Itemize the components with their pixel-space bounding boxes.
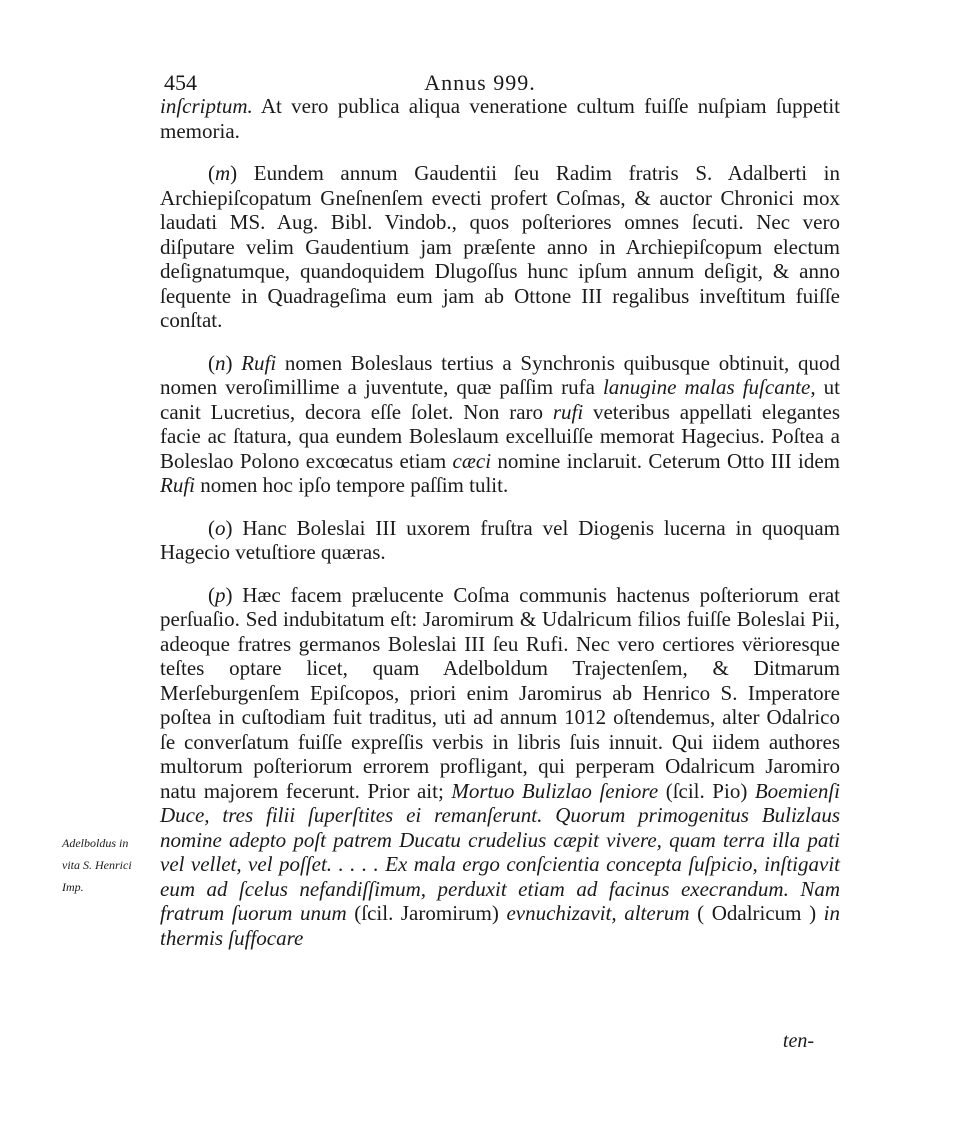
text-run: ) Hæc facem prælucente Coſma communis hactenus poſteriorum erat perſuaſio. Sed indubitatum eſt: Jaromirum & Udalricum filios fuiſſe Boleslai Pii, adeoque fratres germanos Boleslai III ſeu Rufi. Nec vero certiores vërioresque teſtes optare licet, quam Adelboldum Trajectenſem, & Ditmarum Merſeburgenſem Epiſcopos, priori enim Jaromirus ab Henrico S. Imperatore poſtea in cuſtodiam fuit traditus, uti ad annum 1012 oſtendemus, alter Odalrico ſe converſatum fuiſſe expreſſis verbis in libris ſuis innuit. Qui iidem authores multorum poſteriorum errorem profligant, qui perperam Odalricum Jaromiro natu majorem fecerunt. Prior ait;	[160, 582, 840, 803]
running-title: Annus 999.	[424, 70, 536, 95]
footnote-n	[160, 351, 840, 498]
text-run: (	[208, 350, 215, 375]
text-run: ut canit Lucretius, decora eſſe ſolet. Non raro	[160, 375, 841, 424]
text-run: (	[208, 515, 215, 540]
italic-run: m	[215, 161, 231, 185]
text-run: veteribus appellati elegantes facie ac ſtatura, qua eundem Boleslaum excelluiſſe memorat Hagecius. Poſtea a Boleslao Polono excœcatus etiam	[160, 399, 840, 473]
italic-run: Mortuo Bulizlao ſeniore	[451, 778, 659, 803]
italic-run: Rufi	[241, 350, 277, 375]
italic-run: Boemienſi Duce, tres filii ſuperſtites ei remanſerunt. Quorum primogenitus Bulizlaus nomine adepto poſt patrem Ducatu crudelius cæpit vivere, quam terra illa pati vel vellet, vel poſſet. . . . . Ex mala ergo conſcientia concepta ſuſpicio, inſtigavit eum ad ſcelus nefandiſſimum, perduxit etiam ad facinus execrandum. Nam fratrum ſuorum unum	[160, 778, 840, 925]
text-run: (	[208, 582, 215, 607]
italic-run: rufi	[552, 399, 584, 424]
text-run: ) Hanc Boleslai III uxorem fruſtra vel Diogenis lucerna in quoquam Hagecio vetuſtiore quæras.	[160, 515, 840, 564]
text-run: )	[225, 350, 242, 375]
footnote-p	[160, 583, 840, 951]
italic-run: evnuchizavit, alterum	[506, 901, 690, 925]
catchword: ten-	[782, 1030, 814, 1052]
footnote-o	[160, 516, 840, 565]
italic-run: in thermis ſuffocare	[160, 901, 840, 950]
text-run: (ſcil. Jaromirum)	[346, 901, 507, 925]
footnote-m	[160, 161, 840, 333]
italic-run: n	[215, 350, 226, 375]
continuation-paragraph	[160, 94, 840, 143]
italic-run: inſcriptum.	[160, 94, 253, 118]
italic-run: Rufi	[160, 473, 195, 497]
text-run: ( Odalricum )	[689, 901, 824, 925]
margin-note-line: vita S. Henrici	[62, 858, 132, 872]
page-header	[0, 70, 960, 96]
margin-note-line: Imp.	[62, 880, 84, 894]
italic-run: lanugine malas fuſcante,	[602, 375, 816, 399]
page-body	[160, 94, 840, 950]
text-run: nomen hoc ipſo tempore paſſim tulit.	[195, 473, 509, 497]
page-number: 454	[164, 70, 197, 95]
italic-run: p	[215, 582, 226, 607]
text-run: nomine inclaruit. Ceterum Otto III idem	[491, 448, 841, 473]
text-run: (	[208, 161, 215, 185]
italic-run: o	[215, 515, 226, 540]
text-run: ) Eundem annum Gaudentii ſeu Radim fratris S. Adalberti in Archiepiſcopatum Gneſnenſem evecti profert Coſmas, & auctor Chronici mox laudati MS. Aug. Bibl. Vindob., quos poſteriores omnes ſecuti. Nec vero diſputare velim Gaudentium jam præſente anno in Archiepiſcopum electum deſignatumque, quandoquidem Dlugoſſus hunc ipſum annum deſigit, & anno ſequente in Quadrageſima eum jam ab Ottone III regalibus inveſtitum fuiſſe conſtat.	[160, 161, 840, 332]
text-run: At vero publica aliqua veneratione cultum fuiſſe nuſpiam ſuppetit memoria.	[160, 94, 840, 143]
margin-note	[62, 832, 162, 898]
text-run: (ſcil. Pio)	[658, 778, 755, 803]
italic-run: cæci	[452, 448, 492, 473]
margin-note-line: Adelboldus in	[62, 836, 129, 850]
text-run: nomen Boleslaus tertius a Synchronis quibusque obtinuit, quod nomen veroſimillime a juventute, quæ paſſim rufa	[160, 350, 840, 399]
